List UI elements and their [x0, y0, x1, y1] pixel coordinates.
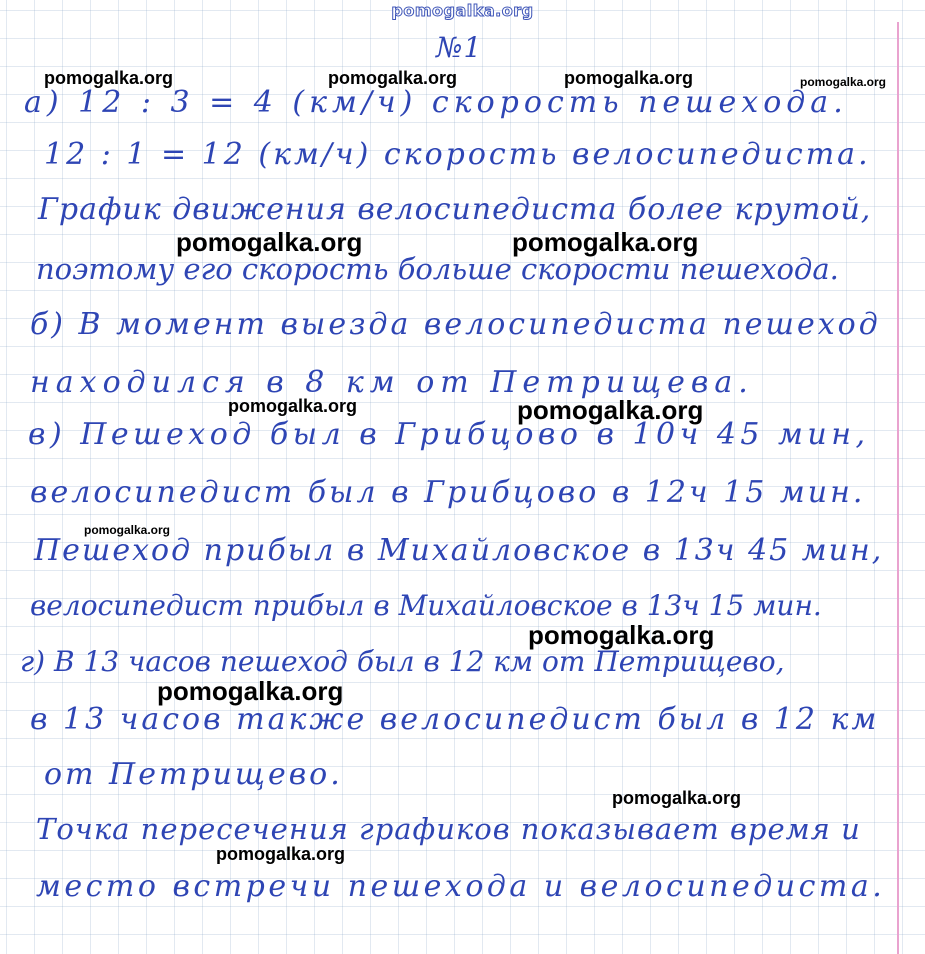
answer-line: поэтому его скорость больше скорости пешехода.	[36, 252, 839, 286]
watermark: pomogalka.org	[564, 68, 694, 88]
answer-line: в) Пешеход был в Грибцово в 10ч 45 мин,	[28, 417, 870, 452]
site-logo: pomogalka.org	[391, 1, 534, 20]
answer-line: Пешеход прибыл в Михайловское в 13ч 45 мин,	[34, 533, 884, 568]
answer-line: от Петрищево.	[44, 757, 343, 792]
answer-line: б) В момент выезда велосипедиста пешеход	[30, 307, 881, 342]
watermark: pomogalka.org	[612, 788, 742, 808]
answer-line: велосипедист был в Грибцово в 12ч 15 мин.	[30, 475, 866, 510]
answer-line: Точка пересечения графиков показывает время и	[36, 812, 861, 846]
watermark: pomogalka.org	[44, 68, 174, 88]
watermark: pomogalka.org	[528, 620, 715, 650]
answer-line: место встречи пешехода и велосипедиста.	[36, 869, 886, 904]
answer-line: находился в 8 км от Петрищева.	[30, 365, 754, 400]
answer-line: велосипедист прибыл в Михайловское в 13ч 15 мин.	[30, 589, 822, 622]
answer-line: г) В 13 часов пешеход был в 12 км от Петрищево,	[20, 645, 785, 678]
margin-line	[897, 22, 899, 954]
watermark: pomogalka.org	[84, 523, 171, 537]
answer-line: 12 : 1 = 12 (км/ч) скорость велосипедиста.	[44, 137, 871, 172]
watermark: pomogalka.org	[216, 844, 346, 864]
answer-line: График движения велосипедиста более крутой,	[38, 192, 872, 227]
task-number: №1	[436, 31, 483, 64]
watermark: pomogalka.org	[328, 68, 458, 88]
watermark: pomogalka.org	[512, 227, 699, 257]
watermark: pomogalka.org	[176, 227, 363, 257]
watermark: pomogalka.org	[800, 75, 887, 89]
answer-line: в 13 часов также велосипедист был в 12 км	[30, 702, 880, 737]
watermark: pomogalka.org	[157, 676, 344, 706]
answer-line: а) 12 : 3 = 4 (км/ч) скорость пешехода.	[24, 85, 848, 120]
watermark: pomogalka.org	[517, 395, 704, 425]
watermark: pomogalka.org	[228, 396, 358, 416]
